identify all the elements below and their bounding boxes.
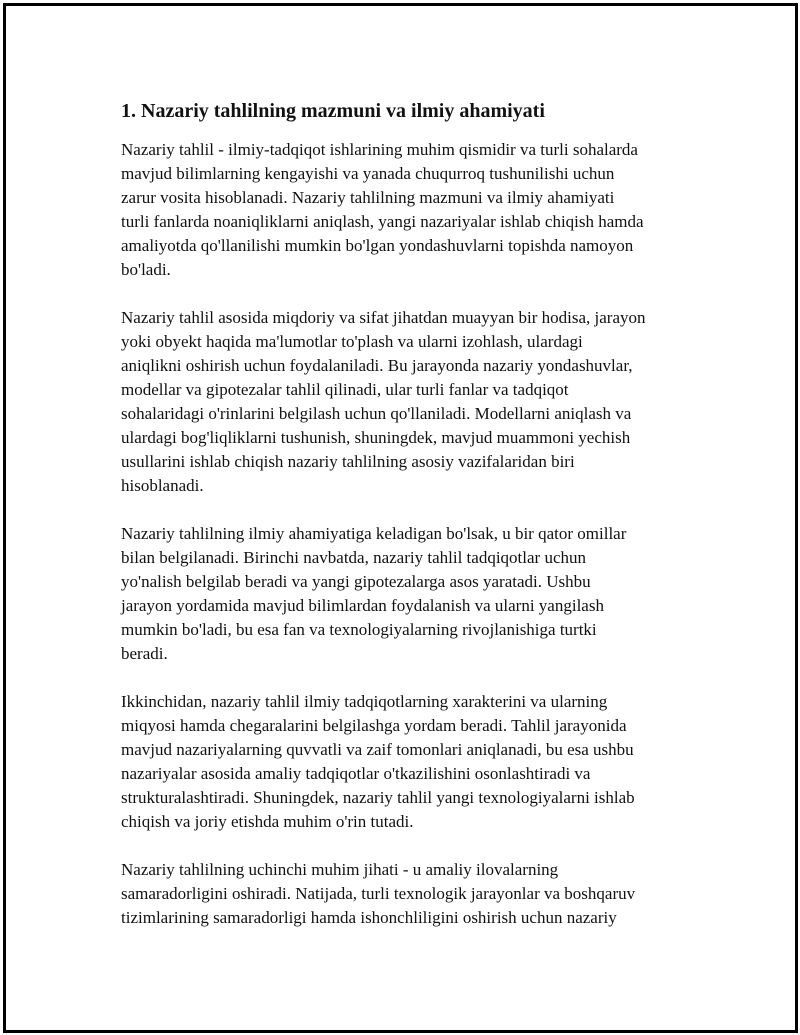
- text-line: strukturalashtiradi. Shuningdek, nazariy tahlil yangi texnologiyalarni ishlab: [121, 788, 635, 807]
- text-line: jarayon yordamida mavjud bilimlardan foydalanish va ularni yangilash: [121, 596, 604, 615]
- text-line: turli fanlarda noaniqliklarni aniqlash, yangi nazariyalar ishlab chiqish hamda: [121, 212, 644, 231]
- text-line: amaliyotda qo'llanilishi mumkin bo'lgan yondashuvlarni topishda namoyon: [121, 236, 634, 255]
- text-line: beradi.: [121, 644, 168, 663]
- text-line: modellar va gipotezalar tahlil qilinadi, ular turli fanlar va tadqiqot: [121, 380, 569, 399]
- paragraph-3: [121, 522, 701, 666]
- text-line: yoki obyekt haqida ma'lumotlar to'plash va ularni izohlash, ulardagi: [121, 332, 583, 351]
- text-line: Nazariy tahlilning ilmiy ahamiyatiga keladigan bo'lsak, u bir qator omillar: [121, 524, 627, 543]
- paragraph-4: [121, 690, 701, 834]
- text-line: miqyosi hamda chegaralarini belgilashga yordam beradi. Tahlil jarayonida: [121, 716, 627, 735]
- text-line: usullarini ishlab chiqish nazariy tahlilning asosiy vazifalaridan biri: [121, 452, 575, 471]
- text-line: samaradorligini oshiradi. Natijada, turli texnologik jarayonlar va boshqaruv: [121, 884, 636, 903]
- text-line: aniqlikni oshirish uchun foydalaniladi. Bu jarayonda nazariy yondashuvlar,: [121, 356, 633, 375]
- section-title: 1. Nazariy tahlilning mazmuni va ilmiy ahamiyati: [121, 100, 545, 122]
- paragraph-1: [121, 138, 701, 282]
- text-line: zarur vosita hisoblanadi. Nazariy tahlilning mazmuni va ilmiy ahamiyati: [121, 188, 615, 207]
- text-line: Ikkinchidan, nazariy tahlil ilmiy tadqiqotlarning xarakterini va ularning: [121, 692, 608, 711]
- text-line: bo'ladi.: [121, 260, 171, 279]
- document-body: [121, 99, 701, 954]
- text-line: mavjud bilimlarning kengayishi va yanada chuqurroq tushunilishi uchun: [121, 164, 615, 183]
- text-line: bilan belgilanadi. Birinchi navbatda, nazariy tahlil tadqiqotlar uchun: [121, 548, 586, 567]
- text-line: sohalaridagi o'rinlarini belgilash uchun qo'llaniladi. Modellarni aniqlash va: [121, 404, 632, 423]
- text-line: chiqish va joriy etishda muhim o'rin tutadi.: [121, 812, 414, 831]
- text-line: yo'nalish belgilab beradi va yangi gipotezalarga asos yaratadi. Ushbu: [121, 572, 591, 591]
- text-line: ulardagi bog'liqliklarni tushunish, shuningdek, mavjud muammoni yechish: [121, 428, 631, 447]
- paragraph-5: [121, 858, 701, 930]
- text-line: Nazariy tahlil asosida miqdoriy va sifat jihatdan muayyan bir hodisa, jarayon: [121, 308, 646, 327]
- text-line: Nazariy tahlil - ilmiy-tadqiqot ishlarining muhim qismidir va turli sohalarda: [121, 140, 638, 159]
- text-line: mumkin bo'ladi, bu esa fan va texnologiyalarning rivojlanishiga turtki: [121, 620, 597, 639]
- paragraph-2: [121, 306, 701, 498]
- text-line: mavjud nazariyalarning quvvatli va zaif tomonlari aniqlanadi, bu esa ushbu: [121, 740, 634, 759]
- text-line: nazariyalar asosida amaliy tadqiqotlar o'tkazilishini osonlashtiradi va: [121, 764, 591, 783]
- text-line: tizimlarining samaradorligi hamda ishonchliligini oshirish uchun nazariy: [121, 908, 617, 927]
- page-frame: [3, 3, 798, 1033]
- text-line: hisoblanadi.: [121, 476, 204, 495]
- text-line: Nazariy tahlilning uchinchi muhim jihati - u amaliy ilovalarning: [121, 860, 559, 879]
